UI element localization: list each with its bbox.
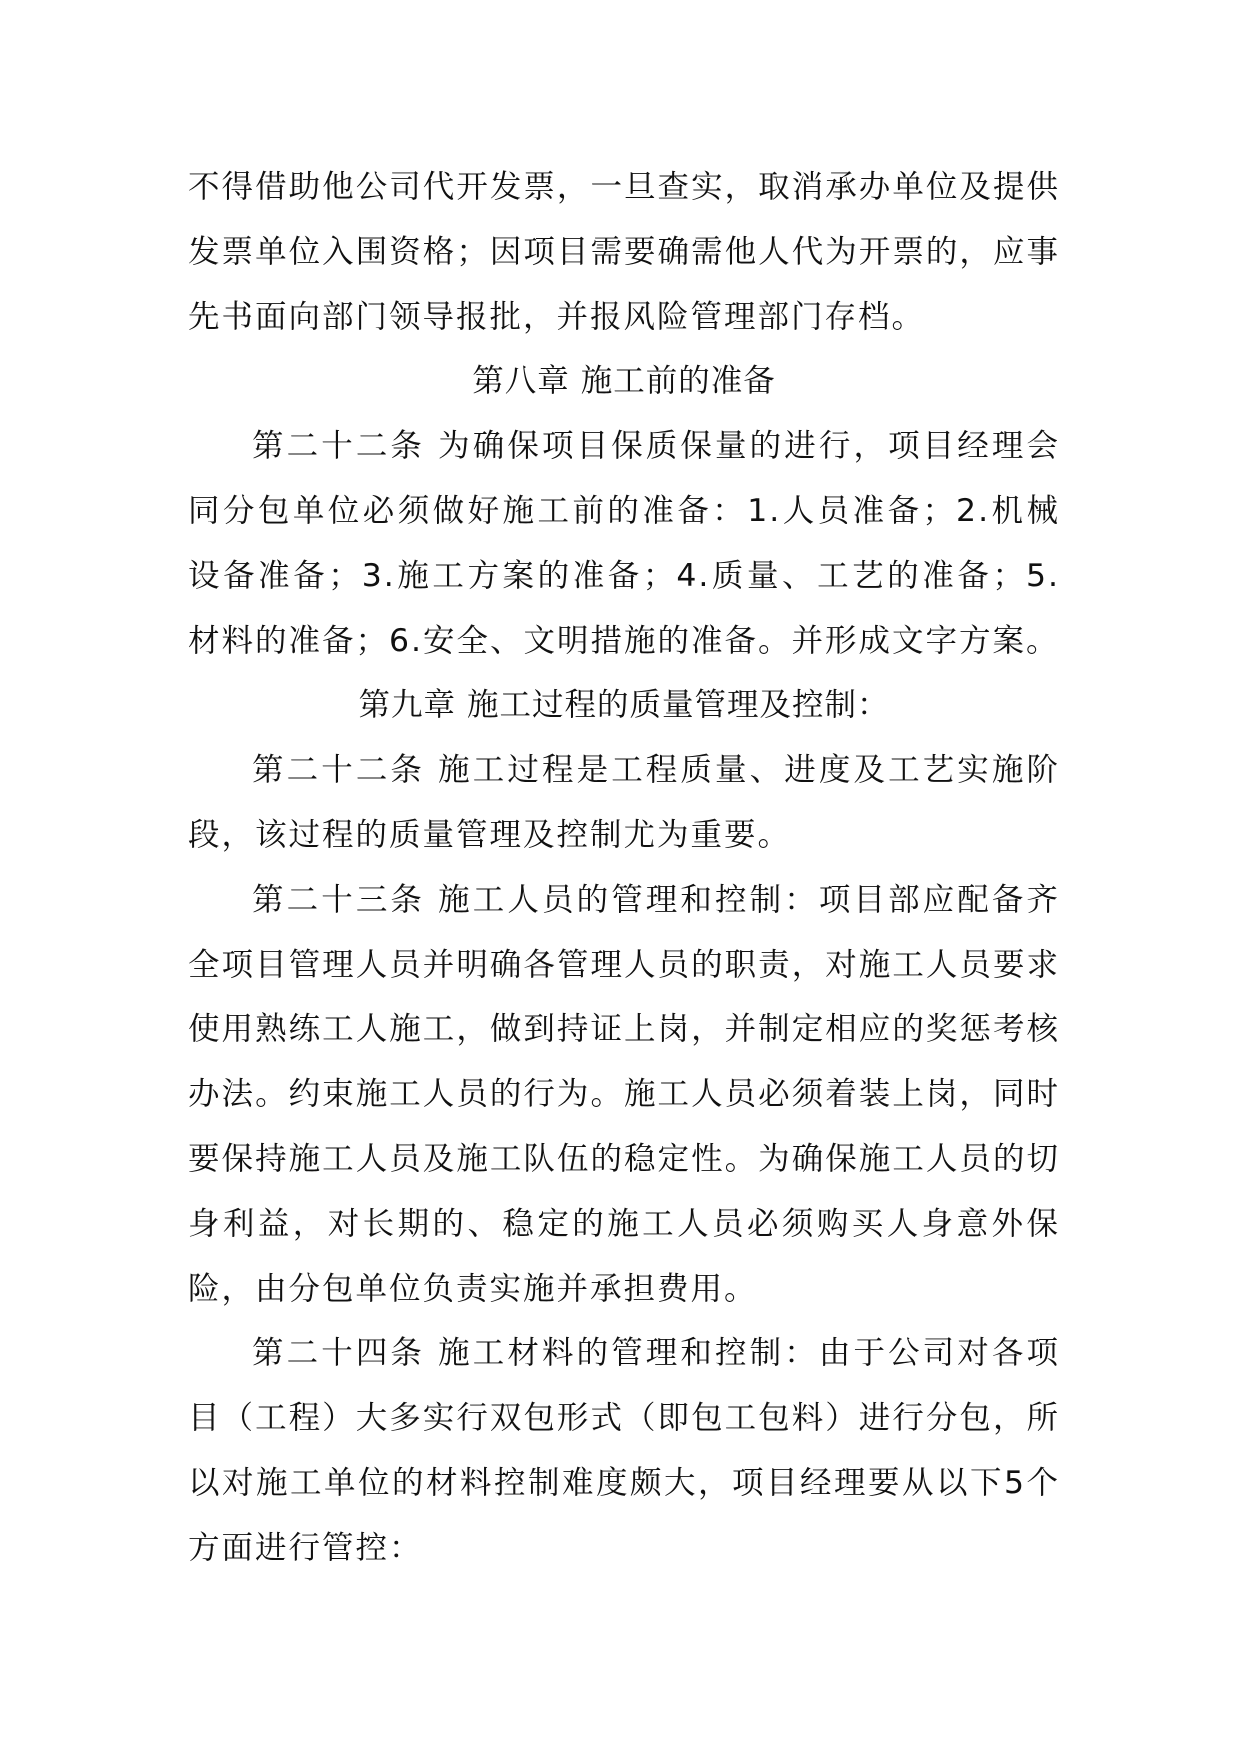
chapter-9-heading: 第九章 施工过程的质量管理及控制： [358,687,890,724]
chapter-8-heading: 第八章 施工前的准备 [472,363,776,400]
paragraph-invoice-rule: 不得借助他公司代开发票，一旦查实，取消承办单位及提供发票单位入围资格；因项目需要确需他人代为开票的，应事先书面向部门领导报批，并报风险管理部门存档。 [188,169,1060,335]
document-body [188,155,1060,1581]
article-23-personnel: 第二十三条 施工人员的管理和控制：项目部应配备齐全项目管理人员并明确各管理人员的职责，对施工人员要求使用熟练工人施工，做到持证上岗，并制定相应的奖惩考核办法。约束施工人员的行为。施工人员必须着装上岗，同时要保持施工人员及施工队伍的稳定性。为确保施工人员的切身利益，对长期的、稳定的施工人员必须购买人身意外保险，由分包单位负责实施并承担费用。 [188,881,1060,1307]
article-24-materials: 第二十四条 施工材料的管理和控制：由于公司对各项目（工程）大多实行双包形式（即包工包料）进行分包，所以对施工单位的材料控制难度颇大，项目经理要从以下5个方面进行管控： [188,1335,1060,1566]
article-22-process: 第二十二条 施工过程是工程质量、进度及工艺实施阶段，该过程的质量管理及控制尤为重要。 [188,752,1060,853]
article-22-preparation: 第二十二条 为确保项目保质保量的进行，项目经理会同分包单位必须做好施工前的准备：1.人员准备；2.机械设备准备；3.施工方案的准备；4.质量、工艺的准备；5.材料的准备；6.安全、文明措施的准备。并形成文字方案。 [188,428,1060,659]
